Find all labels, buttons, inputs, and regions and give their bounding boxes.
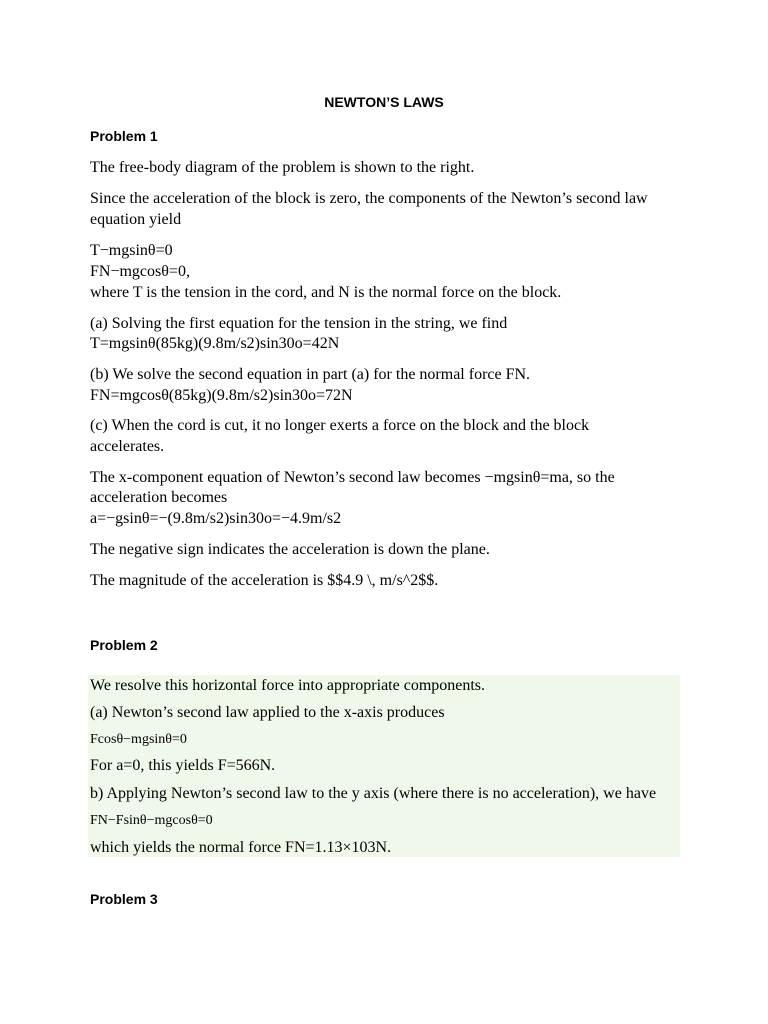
page-title: NEWTON’S LAWS	[324, 94, 444, 110]
problem-1-para-line: equation yield	[90, 211, 182, 228]
magnitude-note: The magnitude of the acceleration is $$4.9 \, m/s^2$$.	[90, 572, 439, 589]
equation-explanation: where T is the tension in the cord, and N is the normal force on the block.	[90, 284, 562, 301]
problem-2-equation: Fcosθ−mgsinθ=0	[90, 732, 187, 747]
problem-2-line: We resolve this horizontal force into appropriate components.	[90, 677, 486, 694]
problem-3-heading: Problem 3	[90, 891, 158, 907]
part-b-text: (b) We solve the second equation in part (a) for the normal force FN.	[90, 366, 531, 383]
part-b-result: FN=mgcosθ(85kg)(9.8m/s2)sin30o=72N	[90, 387, 353, 404]
acceleration-result: a=−gsinθ=−(9.8m/s2)sin30o=−4.9m/s2	[90, 510, 342, 527]
part-c-text: accelerates.	[90, 438, 165, 455]
equation-normal: FN−mgcosθ=0,	[90, 263, 190, 280]
equation-tension: T−mgsinθ=0	[90, 242, 173, 259]
negative-sign-note: The negative sign indicates the acceleration is down the plane.	[90, 541, 490, 558]
x-component-text: acceleration becomes	[90, 489, 228, 506]
x-component-text: The x-component equation of Newton’s second law becomes −mgsinθ=ma, so the	[90, 469, 615, 486]
problem-2-line: b) Applying Newton’s second law to the y axis (where there is no acceleration), we have	[90, 785, 657, 802]
problem-1-intro: The free-body diagram of the problem is shown to the right.	[90, 159, 475, 176]
problem-2-line: For a=0, this yields F=566N.	[90, 757, 276, 774]
problem-1-para-line: Since the acceleration of the block is zero, the components of the Newton’s second law	[90, 190, 648, 207]
problem-2-heading: Problem 2	[90, 637, 158, 653]
part-a-text: (a) Solving the first equation for the tension in the string, we find	[90, 315, 508, 332]
problem-2-line: which yields the normal force FN=1.13×103N.	[90, 839, 392, 856]
problem-2-equation: FN−Fsinθ−mgcosθ=0	[90, 813, 213, 828]
problem-2-line: (a) Newton’s second law applied to the x-axis produces	[90, 704, 445, 721]
part-a-result: T=mgsinθ(85kg)(9.8m/s2)sin30o=42N	[90, 335, 340, 352]
part-c-text: (c) When the cord is cut, it no longer exerts a force on the block and the block	[90, 417, 590, 434]
problem-1-heading: Problem 1	[90, 128, 158, 144]
